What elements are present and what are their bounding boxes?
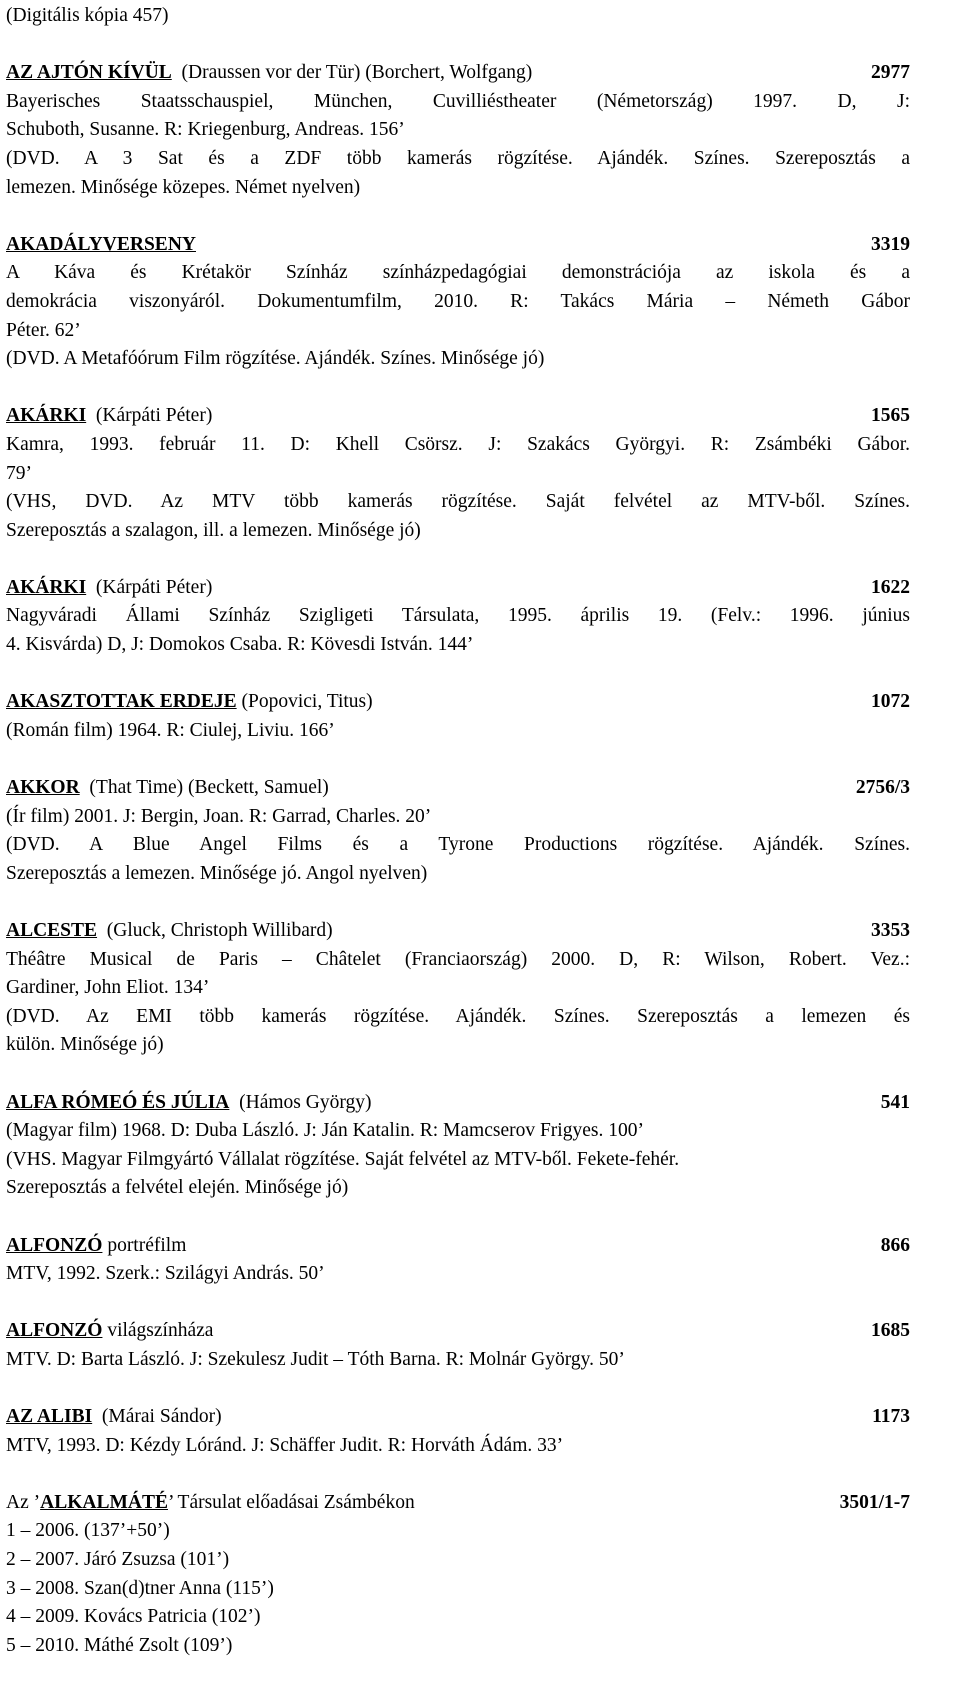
entry-subtitle: (Hámos György) bbox=[229, 1091, 372, 1113]
entry-title: ALFA RÓMEÓ ÉS JÚLIA bbox=[6, 1091, 230, 1113]
entry-subtitle: portréfilm bbox=[102, 1234, 187, 1256]
entry-title: AKADÁLYVERSENY bbox=[6, 233, 196, 255]
catalog-entry bbox=[6, 1403, 910, 1460]
entry-detail-line: Schuboth, Susanne. R: Kriegenburg, Andreas. 156’ bbox=[6, 119, 405, 141]
catalog-entry bbox=[6, 402, 910, 545]
entry-title: ALFONZÓ bbox=[6, 1320, 103, 1342]
entry-heading bbox=[6, 917, 910, 946]
entry-heading bbox=[6, 688, 910, 717]
catalog-entries bbox=[6, 59, 910, 1660]
catalog-entry bbox=[6, 1089, 910, 1203]
entry-title: ALKALMÁTÉ bbox=[40, 1491, 168, 1513]
entry-title: AZ AJTÓN KÍVÜL bbox=[6, 62, 172, 84]
entry-catalog-number: 3319 bbox=[871, 233, 910, 255]
page-header: (Digitális kópia 457) bbox=[6, 5, 169, 26]
entry-heading-text bbox=[6, 1317, 213, 1346]
entry-heading-text bbox=[6, 402, 212, 431]
entry-heading bbox=[6, 1232, 910, 1261]
entry-detail-line: (DVD. A Metafóórum Film rögzítése. Ajándék. Színes. Minősége jó) bbox=[6, 348, 545, 370]
entry-subtitle: (Draussen vor der Tür) (Borchert, Wolfgang) bbox=[171, 62, 533, 84]
catalog-entry bbox=[6, 1489, 910, 1661]
entry-catalog-number: 1565 bbox=[871, 405, 910, 427]
entry-heading-text bbox=[6, 231, 196, 260]
entry-title: AZ ALIBI bbox=[6, 1406, 93, 1428]
entry-subtitle: világszínháza bbox=[102, 1320, 214, 1342]
catalog-entry bbox=[6, 231, 910, 374]
entry-detail-line: külön. Minősége jó) bbox=[6, 1034, 164, 1056]
entry-detail-line: (Ír film) 2001. J: Bergin, Joan. R: Garrad, Charles. 20’ bbox=[6, 805, 432, 827]
catalog-entry bbox=[6, 1317, 910, 1374]
entry-detail-line: Szereposztás a lemezen. Minősége jó. Angol nyelven) bbox=[6, 862, 428, 884]
entry-title: AKÁRKI bbox=[6, 405, 87, 427]
entry-title: ALFONZÓ bbox=[6, 1234, 103, 1256]
entry-detail-line: A Káva és Krétakör Színház színházpedagógiai demonstrációja az iskola és a bbox=[6, 262, 910, 284]
entry-catalog-number: 866 bbox=[880, 1234, 910, 1256]
entry-heading-text bbox=[6, 1232, 186, 1261]
entry-heading-text bbox=[6, 1489, 415, 1518]
entry-detail-line: 5 – 2010. Máthé Zsolt (109’) bbox=[6, 1634, 233, 1656]
entry-heading bbox=[6, 59, 910, 88]
entry-detail-line: (DVD. A Blue Angel Films és a Tyrone Productions rögzítése. Ajándék. Színes. bbox=[6, 834, 910, 856]
entry-detail-line: lemezen. Minősége közepes. Német nyelven) bbox=[6, 176, 361, 198]
entry-heading-text bbox=[6, 59, 532, 88]
entry-catalog-number: 2756/3 bbox=[855, 777, 910, 799]
entry-heading bbox=[6, 1489, 910, 1518]
entry-detail-line: Théâtre Musical de Paris – Châtelet (Franciaország) 2000. D, R: Wilson, Robert. Vez.: bbox=[6, 948, 910, 970]
entry-detail-line: MTV, 1992. Szerk.: Szilágyi András. 50’ bbox=[6, 1263, 325, 1285]
entry-heading bbox=[6, 1317, 910, 1346]
entry-subtitle: ’ Társulat előadásai Zsámbékon bbox=[167, 1491, 415, 1513]
entry-detail-line: (VHS. Magyar Filmgyártó Vállalat rögzítése. Saját felvétel az MTV-ből. Fekete-fehér. bbox=[6, 1148, 680, 1170]
entry-title: AKÁRKI bbox=[6, 576, 87, 598]
entry-detail-line: Kamra, 1993. február 11. D: Khell Csörsz. J: Szakács Györgyi. R: Zsámbéki Gábor. bbox=[6, 433, 910, 455]
catalog-entry bbox=[6, 688, 910, 745]
spacer bbox=[6, 31, 910, 60]
entry-heading bbox=[6, 1403, 910, 1432]
entry-heading-text bbox=[6, 917, 333, 946]
entry-prefix: Az ’ bbox=[6, 1491, 41, 1513]
entry-heading-text bbox=[6, 1403, 222, 1432]
entry-heading-text bbox=[6, 774, 329, 803]
catalog-entry bbox=[6, 59, 910, 202]
catalog-entry bbox=[6, 774, 910, 888]
catalog-entry bbox=[6, 917, 910, 1060]
entry-detail-line: 79’ bbox=[6, 462, 32, 484]
document-page bbox=[6, 2, 910, 1689]
entry-title: AKKOR bbox=[6, 777, 80, 799]
entry-catalog-number: 3501/1-7 bbox=[839, 1491, 910, 1513]
entry-detail-line: Bayerisches Staatsschauspiel, München, Cuvilliéstheater (Németország) 1997. D, J: bbox=[6, 90, 910, 112]
entry-subtitle: (Gluck, Christoph Willibard) bbox=[97, 920, 333, 941]
entry-heading-text bbox=[6, 574, 212, 603]
entry-detail-line: 4. Kisvárda) D, J: Domokos Csaba. R: Kövesdi István. 144’ bbox=[6, 634, 474, 656]
entry-detail-line: 2 – 2007. Járó Zsuzsa (101’) bbox=[6, 1549, 230, 1571]
catalog-entry bbox=[6, 574, 910, 660]
entry-detail-line: 1 – 2006. (137’+50’) bbox=[6, 1520, 170, 1542]
entry-catalog-number: 541 bbox=[880, 1091, 910, 1113]
entry-detail-line: 3 – 2008. Szan(d)tner Anna (115’) bbox=[6, 1577, 274, 1599]
entry-catalog-number: 1685 bbox=[871, 1320, 910, 1342]
catalog-entry bbox=[6, 1232, 910, 1289]
entry-catalog-number: 1622 bbox=[871, 576, 910, 598]
entry-catalog-number: 2977 bbox=[871, 62, 910, 84]
entry-detail-line: Nagyváradi Állami Színház Szigligeti Társulata, 1995. április 19. (Felv.: 1996. június bbox=[6, 605, 910, 627]
entry-heading bbox=[6, 231, 910, 260]
entry-detail-line: Szereposztás a felvétel elején. Minősége jó) bbox=[6, 1177, 349, 1199]
entry-subtitle: (Kárpáti Péter) bbox=[86, 405, 213, 427]
entry-detail-line: (Magyar film) 1968. D: Duba László. J: Ján Katalin. R: Mamcserov Frigyes. 100’ bbox=[6, 1120, 644, 1142]
entry-detail-line: (DVD. A 3 Sat és a ZDF több kamerás rögzítése. Ajándék. Színes. Szereposztás a bbox=[6, 147, 910, 169]
entry-detail-line: demokrácia viszonyáról. Dokumentumfilm, 2010. R: Takács Mária – Németh Gábor bbox=[6, 290, 910, 312]
entry-title: AKASZTOTTAK ERDEJE bbox=[6, 691, 237, 713]
entry-catalog-number: 3353 bbox=[871, 920, 910, 941]
entry-heading-text bbox=[6, 688, 373, 717]
entry-detail-line: Péter. 62’ bbox=[6, 319, 81, 341]
entry-detail-line: 4 – 2009. Kovács Patricia (102’) bbox=[6, 1606, 261, 1628]
entry-detail-line: (DVD. Az EMI több kamerás rögzítése. Ajándék. Színes. Szereposztás a lemezen és bbox=[6, 1005, 910, 1027]
entry-heading bbox=[6, 574, 910, 603]
entry-catalog-number: 1173 bbox=[872, 1406, 910, 1428]
entry-detail-line: Szereposztás a szalagon, ill. a lemezen. Minősége jó) bbox=[6, 519, 421, 541]
entry-detail-line: (Román film) 1964. R: Ciulej, Liviu. 166’ bbox=[6, 719, 335, 741]
entry-heading bbox=[6, 1089, 910, 1118]
entry-detail-line: Gardiner, John Eliot. 134’ bbox=[6, 977, 210, 999]
entry-catalog-number: 1072 bbox=[871, 691, 910, 713]
entry-heading bbox=[6, 774, 910, 803]
entry-heading-text bbox=[6, 1089, 371, 1118]
entry-detail-line: (VHS, DVD. Az MTV több kamerás rögzítése. Saját felvétel az MTV-ből. Színes. bbox=[6, 491, 910, 513]
entry-subtitle: (Popovici, Titus) bbox=[236, 691, 373, 713]
entry-subtitle: (Márai Sándor) bbox=[92, 1406, 222, 1428]
entry-title: ALCESTE bbox=[6, 920, 98, 941]
entry-detail-line: MTV. D: Barta László. J: Szekulesz Judit – Tóth Barna. R: Molnár György. 50’ bbox=[6, 1348, 625, 1370]
entry-heading bbox=[6, 402, 910, 431]
entry-subtitle: (That Time) (Beckett, Samuel) bbox=[79, 777, 329, 799]
entry-subtitle: (Kárpáti Péter) bbox=[86, 576, 213, 598]
entry-detail-line: MTV, 1993. D: Kézdy Lóránd. J: Schäffer Judit. R: Horváth Ádám. 33’ bbox=[6, 1434, 564, 1456]
